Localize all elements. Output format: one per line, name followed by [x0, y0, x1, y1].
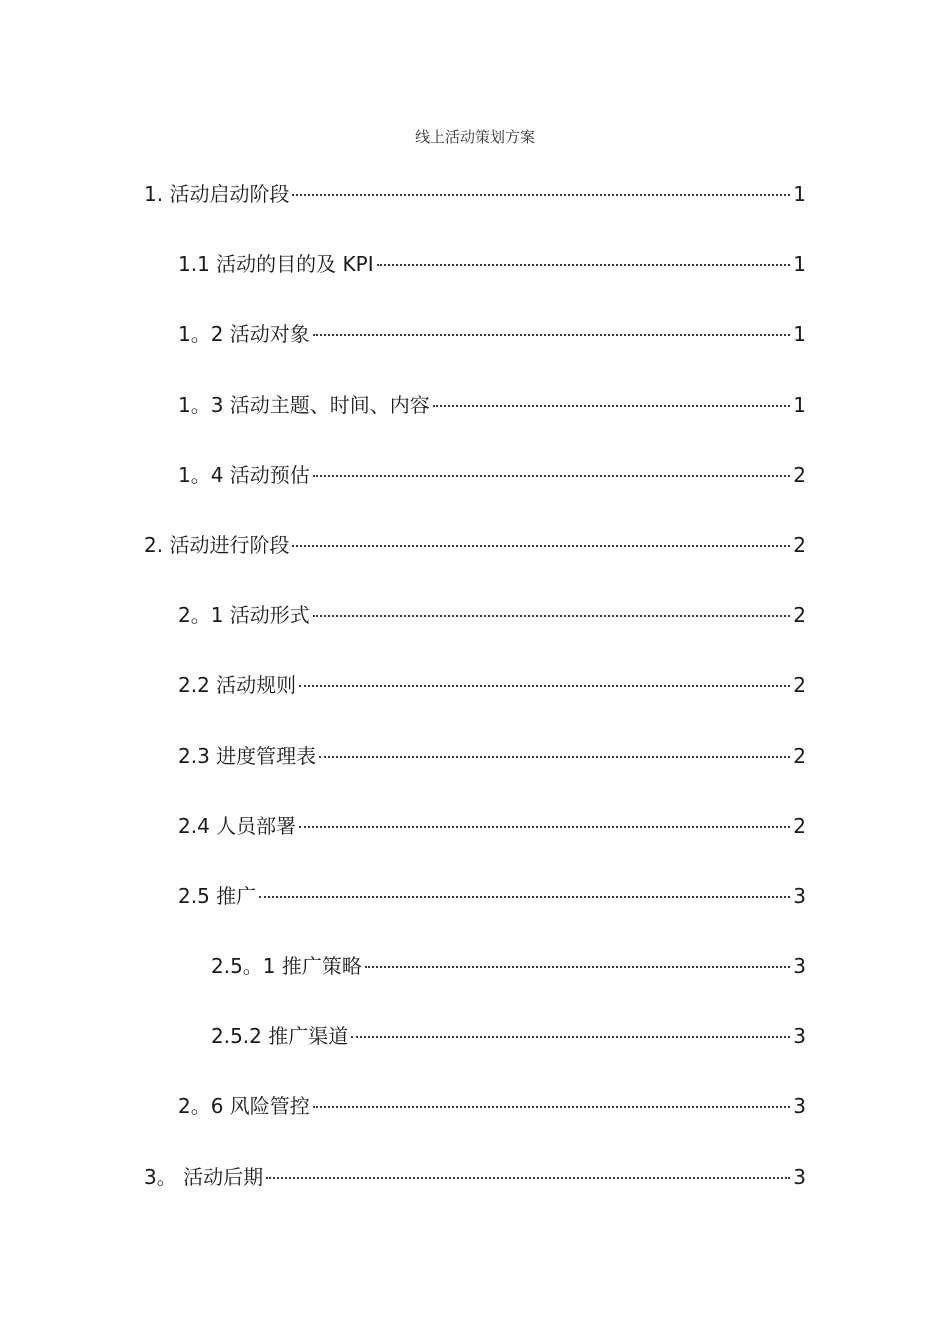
toc-page-number: 3	[793, 1094, 806, 1119]
toc-entry[interactable]	[178, 804, 806, 874]
document-title: 线上活动策划方案	[414, 128, 535, 146]
toc-dot-leader	[266, 1177, 790, 1179]
toc-page-number: 2	[793, 603, 806, 628]
toc-page-number: 2	[793, 673, 806, 698]
toc-entry[interactable]	[211, 1014, 806, 1084]
toc-entry-label: 2.5 推广	[178, 883, 257, 908]
toc-entry-label: 2.5.2 推广渠道	[211, 1024, 349, 1049]
toc-entry-label: 2.2 活动规则	[178, 673, 297, 698]
toc-page-number: 2	[793, 532, 806, 557]
toc-entry[interactable]	[211, 944, 806, 1014]
table-of-contents	[0, 172, 950, 1225]
toc-page-number: 3	[793, 883, 806, 908]
toc-dot-leader	[313, 1106, 790, 1108]
toc-entry[interactable]	[178, 1084, 806, 1154]
toc-entry[interactable]	[178, 312, 806, 382]
toc-dot-leader	[377, 264, 791, 266]
toc-dot-leader	[299, 826, 790, 828]
toc-page-number: 2	[793, 462, 806, 487]
toc-dot-leader	[433, 405, 790, 407]
toc-entry[interactable]	[178, 242, 806, 312]
toc-entry-label: 1。3 活动主题、时间、内容	[178, 392, 430, 417]
toc-entry-label: 2.3 进度管理表	[178, 743, 317, 768]
toc-entry[interactable]	[178, 453, 806, 523]
toc-dot-leader	[292, 545, 790, 547]
toc-dot-leader	[299, 685, 790, 687]
toc-entry-label: 2. 活动进行阶段	[144, 532, 290, 557]
toc-page-number: 1	[793, 322, 806, 347]
toc-entry[interactable]	[178, 383, 806, 453]
toc-entry[interactable]	[178, 734, 806, 804]
toc-entry-label: 2.5。1 推广策略	[211, 954, 362, 979]
toc-entry-label: 1。4 活动预估	[178, 462, 310, 487]
toc-entry[interactable]	[178, 593, 806, 663]
toc-dot-leader	[319, 756, 790, 758]
toc-entry[interactable]	[178, 663, 806, 733]
toc-entry[interactable]	[144, 172, 806, 242]
toc-entry[interactable]	[144, 523, 806, 593]
toc-entry-label: 2。1 活动形式	[178, 603, 310, 628]
toc-dot-leader	[292, 194, 790, 196]
toc-dot-leader	[259, 896, 790, 898]
toc-page-number: 3	[793, 1024, 806, 1049]
toc-page-number: 3	[793, 954, 806, 979]
toc-dot-leader	[365, 966, 790, 968]
toc-page-number: 2	[793, 813, 806, 838]
toc-entry[interactable]	[178, 874, 806, 944]
toc-entry-label: 1. 活动启动阶段	[144, 182, 290, 206]
toc-entry-label: 3。 活动后期	[144, 1164, 264, 1189]
toc-entry-label: 1.1 活动的目的及 KPI	[178, 252, 374, 277]
toc-dot-leader	[313, 334, 790, 336]
toc-entry-label: 2。6 风险管控	[178, 1094, 310, 1119]
toc-dot-leader	[351, 1036, 790, 1038]
toc-dot-leader	[313, 615, 790, 617]
toc-entry-label: 1。2 活动对象	[178, 322, 310, 347]
toc-entry[interactable]	[144, 1155, 806, 1225]
toc-page-number: 2	[793, 743, 806, 768]
toc-page-number: 1	[793, 252, 806, 277]
toc-page-number: 3	[793, 1164, 806, 1189]
toc-page-number: 1	[793, 182, 806, 206]
toc-entry-label: 2.4 人员部署	[178, 813, 297, 838]
toc-dot-leader	[313, 475, 790, 477]
toc-page-number: 1	[793, 392, 806, 417]
